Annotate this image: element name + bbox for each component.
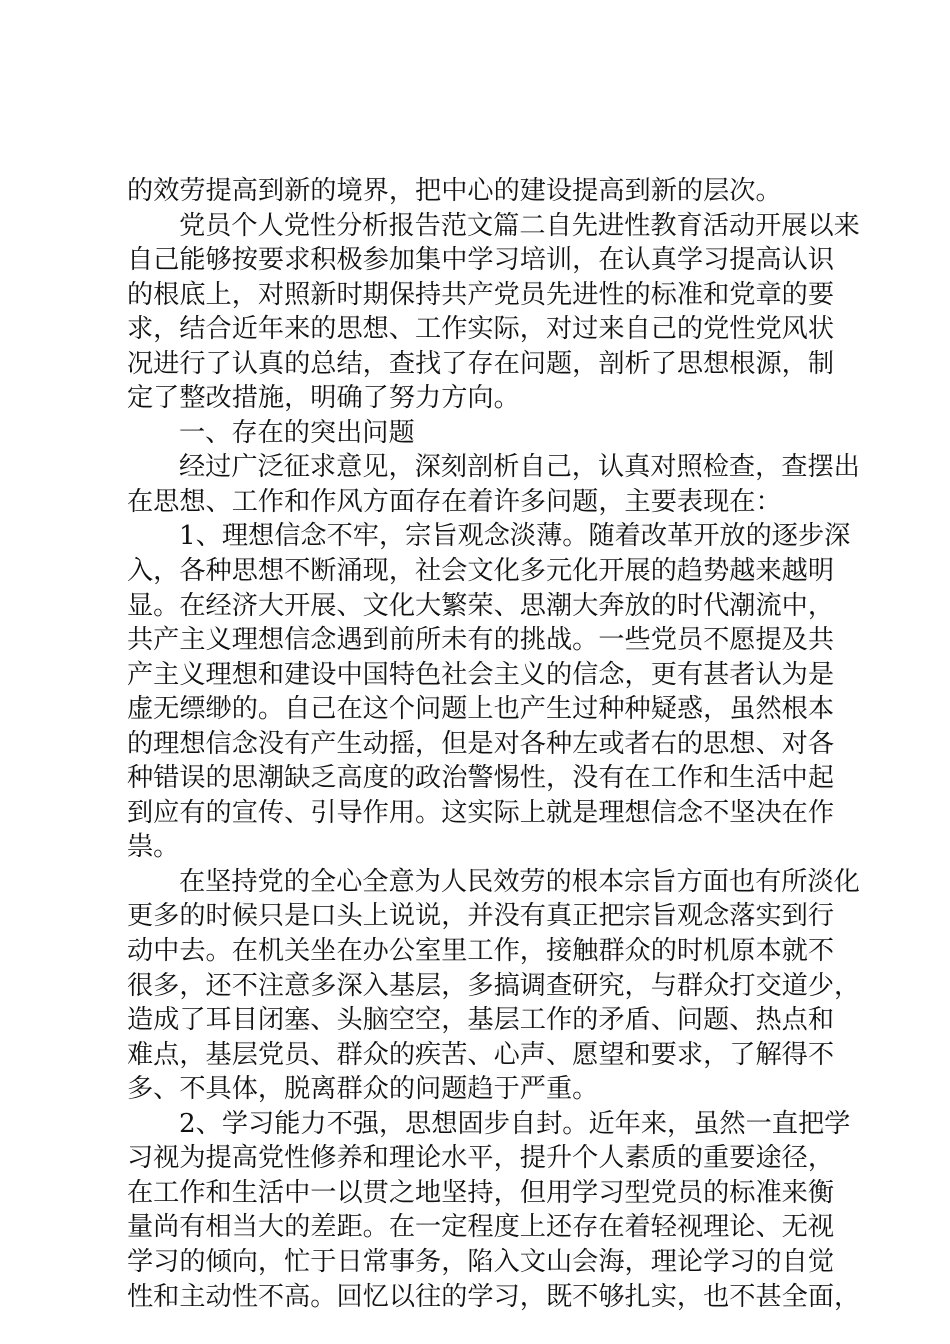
text-line: 习视为提高党性修养和理论水平，提升个人素质的重要途径， xyxy=(127,1143,835,1174)
body-text xyxy=(127,174,861,1314)
text-line: 产主义理想和建设中国特色社会主义的信念，更有甚者认为是 xyxy=(127,659,835,690)
text-line: 况进行了认真的总结，查找了存在问题，剖析了思想根源，制 xyxy=(127,348,835,379)
text-line: 显。在经济大开展、文化大繁荣、思潮大奔放的时代潮流中， xyxy=(127,590,835,621)
text-line: 很多，还不注意多深入基层，多搞调查研究，与群众打交道少， xyxy=(127,970,861,1001)
text-line: 定了整改措施，明确了努力方向。 xyxy=(127,383,520,414)
text-line: 1、理想信念不牢，宗旨观念淡薄。随着改革开放的逐步深 xyxy=(179,521,851,552)
text-line: 多、不具体，脱离群众的问题趋于严重。 xyxy=(127,1074,599,1105)
text-line: 虚无缥缈的。自己在这个问题上也产生过种种疑惑，虽然根本 xyxy=(127,694,835,725)
text-line: 的根底上，对照新时期保持共产党员先进性的标准和党章的要 xyxy=(127,279,835,310)
text-line: 难点，基层党员、群众的疾苦、心声、愿望和要求，了解得不 xyxy=(127,1039,835,1070)
text-line: 自己能够按要求积极参加集中学习培训，在认真学习提高认识 xyxy=(127,245,835,276)
text-line: 2、学习能力不强，思想固步自封。近年来，虽然一直把学 xyxy=(179,1108,851,1139)
text-line: 的效劳提高到新的境界，把中心的建设提高到新的层次。 xyxy=(127,176,782,206)
text-line: 的理想信念没有产生动摇，但是对各种左或者右的思想、对各 xyxy=(127,728,835,759)
text-line: 共产主义理想信念遇到前所未有的挑战。一些党员不愿提及共 xyxy=(127,625,835,656)
section-heading: 一、存在的突出问题 xyxy=(179,417,415,448)
text-line: 种错误的思潮缺乏高度的政治警惕性，没有在工作和生活中起 xyxy=(127,763,835,794)
text-line: 学习的倾向，忙于日常事务，陷入文山会海，理论学习的自觉 xyxy=(127,1246,835,1277)
text-line: 在坚持党的全心全意为人民效劳的根本宗旨方面也有所淡化 xyxy=(179,866,860,897)
text-line: 入，各种思想不断涌现，社会文化多元化开展的趋势越来越明 xyxy=(127,556,835,587)
text-line: 求，结合近年来的思想、工作实际，对过来自己的党性党风状 xyxy=(127,314,835,345)
text-line: 在思想、工作和作风方面存在着许多问题，主要表现在： xyxy=(127,486,782,517)
text-line: 更多的时候只是口头上说说，并没有真正把宗旨观念落实到行 xyxy=(127,901,835,932)
text-line: 祟。 xyxy=(127,832,180,863)
text-line: 经过广泛征求意见，深刻剖析自己，认真对照检查，查摆出 xyxy=(179,452,860,483)
text-line: 性和主动性不高。回忆以往的学习，既不够扎实，也不甚全面， xyxy=(127,1281,861,1312)
text-line: 造成了耳目闭塞、头脑空空，基层工作的矛盾、问题、热点和 xyxy=(127,1005,835,1036)
text-line: 到应有的宣传、引导作用。这实际上就是理想信念不坚决在作 xyxy=(127,797,835,828)
text-line: 党员个人党性分析报告范文篇二自先进性教育活动开展以来 xyxy=(179,210,860,241)
text-line: 在工作和生活中一以贯之地坚持，但用学习型党员的标准来衡 xyxy=(127,1177,835,1208)
text-line: 动中去。在机关坐在办公室里工作，接触群众的时机原本就不 xyxy=(127,936,835,967)
text-line: 量尚有相当大的差距。在一定程度上还存在着轻视理论、无视 xyxy=(127,1212,835,1243)
